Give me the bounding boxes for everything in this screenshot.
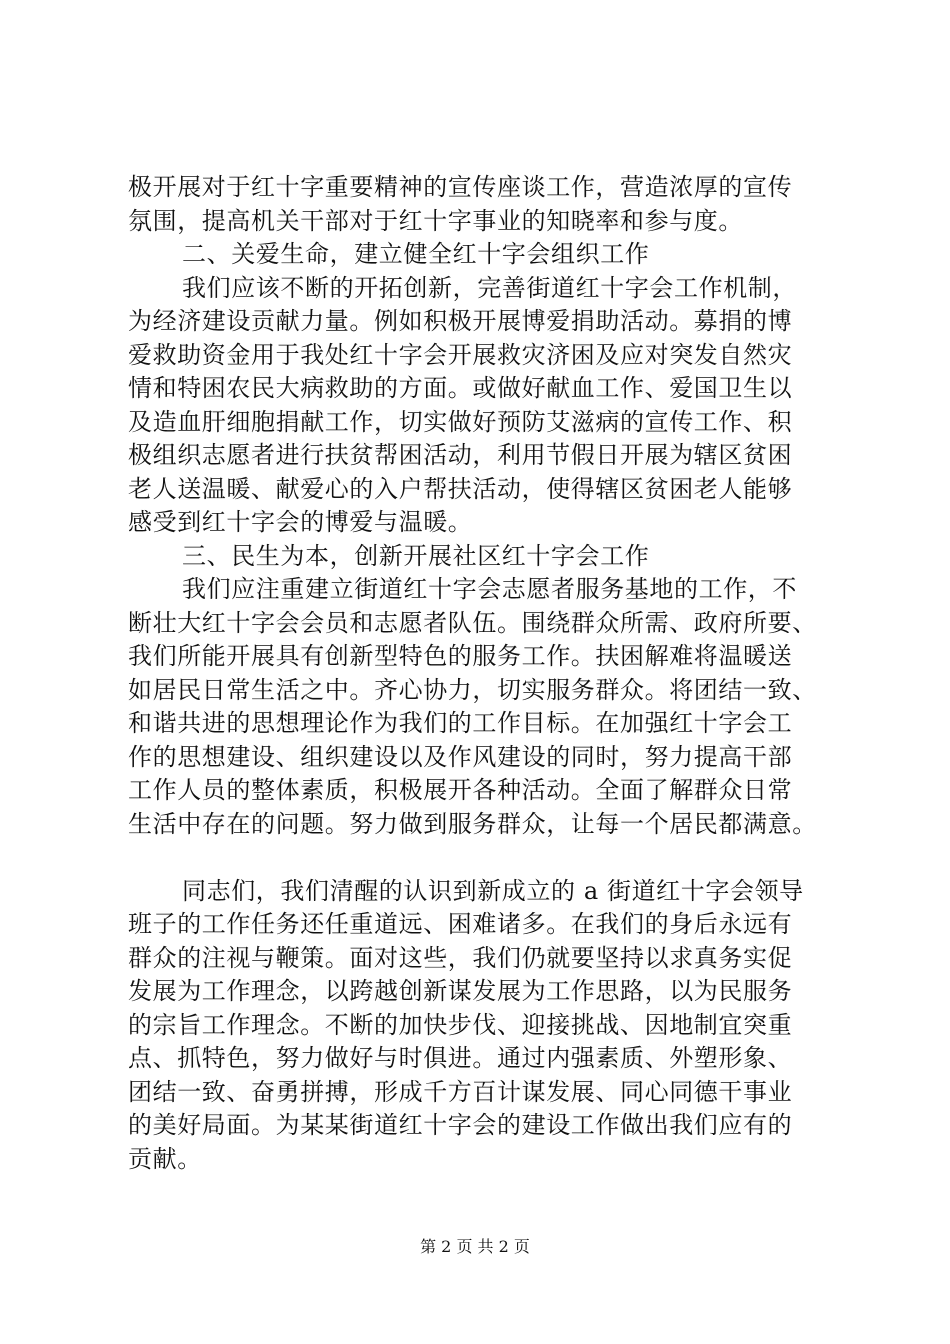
text-line: 的宗旨工作理念。不断的加快步伐、迎接挑战、因地制宜突重	[128, 1010, 793, 1039]
paragraph-first-line: 我们应注重建立街道红十字会志愿者服务基地的工作，不	[182, 575, 797, 603]
text-line: 团结一致、奋勇拼搏，形成千方百计谋发展、同心同德干事业	[128, 1077, 793, 1106]
text-line: 发展为工作理念，以跨越创新谋发展为工作思路，以为民服务	[128, 977, 793, 1005]
paragraph-first-line: 三、民生为本，创新开展社区红十字会工作	[182, 541, 650, 570]
text-line: 情和特困农民大病救助的方面。或做好献血工作、爱国卫生以	[128, 374, 793, 402]
text-line: 群众的注视与鞭策。面对这些，我们仍就要坚持以求真务实促	[128, 943, 793, 972]
text-line: 及造血肝细胞捐献工作，切实做好预防艾滋病的宣传工作、积	[128, 407, 793, 436]
page-footer: 第 2 页 共 2 页	[420, 1237, 530, 1256]
text-line: 感受到红十字会的博爱与温暖。	[128, 508, 473, 536]
text-line: 的美好局面。为某某街道红十字会的建设工作做出我们应有的	[128, 1111, 793, 1139]
text-line: 断壮大红十字会会员和志愿者队伍。围绕群众所需、政府所要、	[128, 608, 817, 637]
text-line: 点、抓特色，努力做好与时俱进。通过内强素质、外塑形象、	[128, 1044, 793, 1072]
text-line: 氛围，提高机关干部对于红十字事业的知晓率和参与度。	[128, 206, 743, 235]
text-line: 爱救助资金用于我处红十字会开展救灾济困及应对突发自然灾	[128, 340, 793, 369]
text-line: 我们所能开展具有创新型特色的服务工作。扶困解难将温暖送	[128, 642, 793, 670]
text-line: 极开展对于红十字重要精神的宣传座谈工作，营造浓厚的宣传	[128, 173, 793, 201]
text-line: 贡献。	[128, 1144, 202, 1173]
text-line: 生活中存在的问题。努力做到服务群众，让每一个居民都满意。	[128, 809, 817, 838]
text-line: 作的思想建设、组织建设以及作风建设的同时，努力提高干部	[128, 742, 793, 771]
text-line: 工作人员的整体素质，积极展开各种活动。全面了解群众日常	[128, 776, 793, 804]
text-line: 班子的工作任务还任重道远、困难诸多。在我们的身后永远有	[128, 910, 793, 938]
document-body	[128, 171, 840, 1176]
text-line: 为经济建设贡献力量。例如积极开展博爱捐助活动。募捐的博	[128, 307, 793, 335]
text-line: 和谐共进的思想理论作为我们的工作目标。在加强红十字会工	[128, 709, 793, 737]
text-line: 极组织志愿者进行扶贫帮困活动，利用节假日开展为辖区贫困	[128, 441, 793, 469]
text-line: 如居民日常生活之中。齐心协力，切实服务群众。将团结一致、	[128, 675, 817, 704]
text-line: 老人送温暖、献爱心的入户帮扶活动，使得辖区贫困老人能够	[128, 474, 793, 503]
paragraph-first-line: 二、关爱生命，建立健全红十字会组织工作	[182, 240, 650, 268]
paragraph-first-line: 我们应该不断的开拓创新，完善街道红十字会工作机制，	[182, 273, 797, 302]
paragraph-gap	[128, 841, 840, 875]
paragraph-first-line: 同志们，我们清醒的认识到新成立的 a 街道红十字会领导	[182, 876, 804, 905]
